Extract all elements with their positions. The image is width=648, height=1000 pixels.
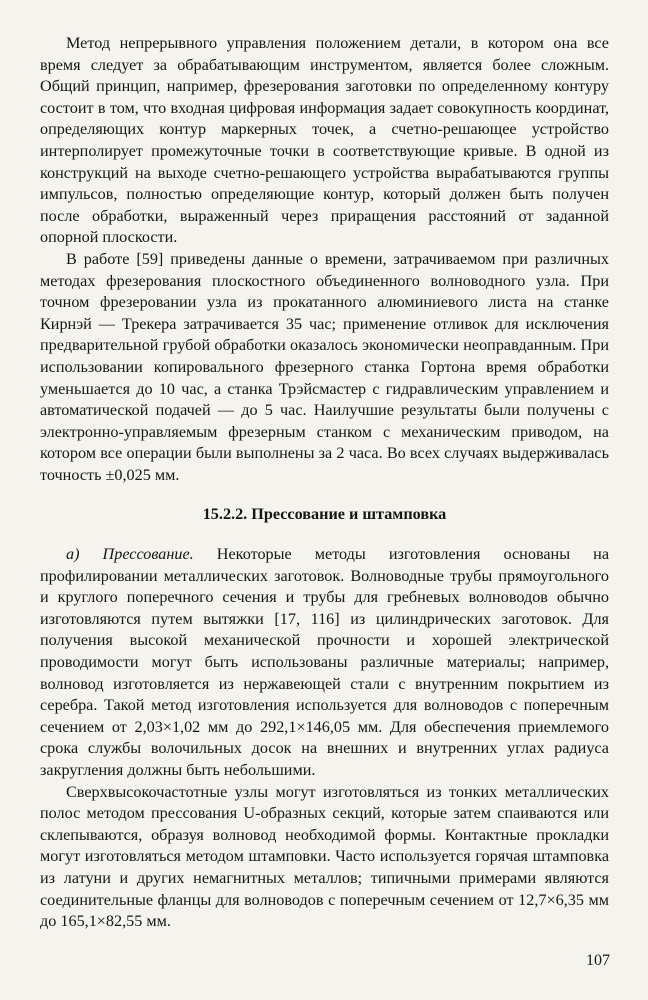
subsection-label: а) Прессование. <box>66 545 194 564</box>
paragraph-stamping: Сверхвысокочастотные узлы могут изготовляться из тонких металлических полос методом прессования U-образных секций, которые затем спаиваются или склепываются, образуя волновод необходимой формы. Контактные прокладки могут изготовляться методом штамповки. Часто используется горячая штамповка из латуни и других немагнитных металлов; типичными примерами являются соединительные фланцы для волноводов с поперечным сечением от 12,7×6,35 мм до 165,1×82,55 мм. <box>40 782 609 931</box>
paragraph-milling-times: В работе [59] приведены данные о времени, затрачиваемом при различных методах фрезерования плоскостного объединенного волноводного узла. При точном фрезеровании узла из прокатанного алюминиевого листа на станке Кирнэй — Трекера затрачивается 35 час; применение отливок для исключения предварительной грубой обработки оказалось экономически неоправданным. При использовании копировального фрезерного станка Гортона время обработки уменьшается до 10 час, а станка Трэйсмастер с гидравлическим управлением и автоматической подачей — до 5 час. Наилучшие результаты были получены с электронно-управляемым фрезерным станком с механическим приводом, на котором все операции были выполнены за 2 часа. Во всех случаях выдерживалась точность ±0,025 мм. <box>40 249 609 484</box>
paragraph-pressing-text: Некоторые методы изготовления основаны на профилировании металлических заготовок. Волноводные трубы прямоугольного и круглого поперечного сечения и трубы для гребневых волноводов обычно изготовляются путем вытяжки [17, 116] из цилиндрических заготовок. Для получения высокой механической прочности и хорошей электрической проводимости могут быть использованы различные материалы; например, волновод изготовляется из нержавеющей стали с внутренним покрытием из серебра. Такой метод изготовления используется для волноводов с поперечным сечением от 2,03×1,02 мм до 292,1×146,05 мм. Для обеспечения приемлемого срока службы волочильных досок на внешних и внутренних углах радиуса закругления должны быть небольшими. <box>40 545 610 779</box>
paragraph-pressing <box>40 544 609 782</box>
page-body <box>40 33 609 933</box>
page-number: 107 <box>586 952 610 969</box>
section-heading: 15.2.2. Прессование и штамповка <box>202 505 447 524</box>
paragraph-continuous-control: Метод непрерывного управления положением детали, в котором она все время следует за обрабатывающим инструментом, является более сложным. Общий принцип, например, фрезерования заготовки по определенному контуру состоит в том, что входная цифровая информация задает совокупность координат, определяющих контур маркерных точек, а счетно-решающее устройство интерполирует промежуточные точки в соответствующие кривые. В одной из конструкций на выходе счетно-решающего устройства вырабатываются группы импульсов, полностью определяющие контур, который должен быть получен после обработки, выраженный через приращения расстояний от заданной опорной плоскости. <box>40 34 609 247</box>
